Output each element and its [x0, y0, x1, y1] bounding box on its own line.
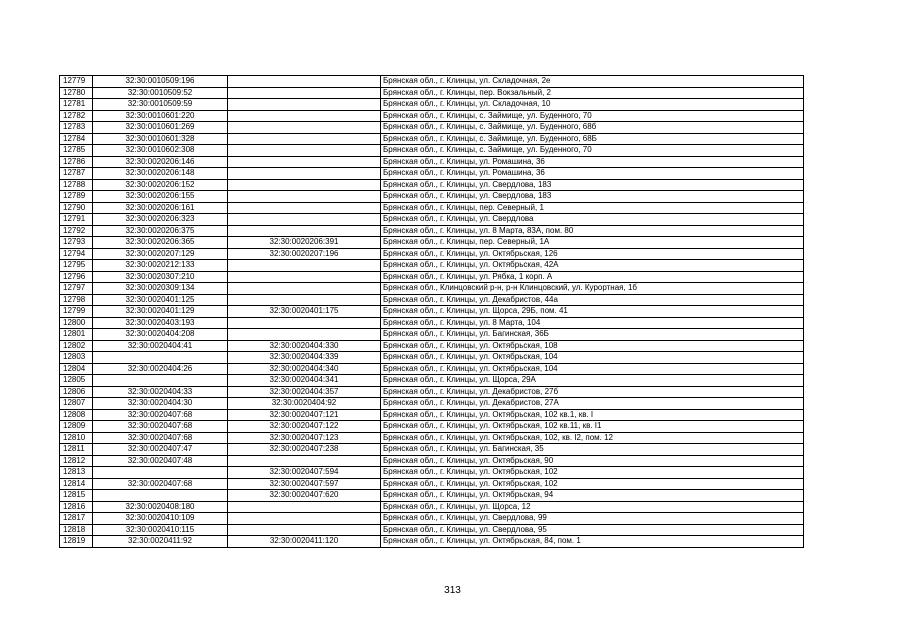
table-row [60, 76, 804, 88]
related-number-cell [228, 501, 381, 513]
address-cell: Брянская обл., г. Клинцы, ул. Октябрьская, 126 [381, 248, 804, 260]
table-row [60, 513, 804, 525]
address-cell: Брянская обл., г. Клинцы, ул. Свердлова, 183 [381, 179, 804, 191]
row-number-cell: 12780 [60, 87, 93, 99]
table-row [60, 409, 804, 421]
cadastral-number-cell: 32:30:0020207:129 [93, 248, 228, 260]
row-number-cell: 12788 [60, 179, 93, 191]
row-number-cell: 12794 [60, 248, 93, 260]
table-row [60, 99, 804, 111]
related-number-cell [228, 513, 381, 525]
table-row [60, 133, 804, 145]
row-number-cell: 12795 [60, 260, 93, 272]
row-number-cell: 12783 [60, 122, 93, 134]
related-number-cell [228, 168, 381, 180]
related-number-cell [228, 317, 381, 329]
table-row [60, 536, 804, 548]
cadastral-number-cell: 32:30:0010601:220 [93, 110, 228, 122]
cadastral-number-cell: 32:30:0020410:109 [93, 513, 228, 525]
related-number-cell: 32:30:0020407:620 [228, 490, 381, 502]
table-row [60, 340, 804, 352]
table-row [60, 352, 804, 364]
related-number-cell: 32:30:0020404:92 [228, 398, 381, 410]
address-cell: Брянская обл., г. Клинцы, ул. 8 Марта, 104 [381, 317, 804, 329]
row-number-cell: 12815 [60, 490, 93, 502]
cadastral-number-cell [93, 375, 228, 387]
cadastral-number-cell: 32:30:0010601:328 [93, 133, 228, 145]
related-number-cell [228, 191, 381, 203]
table-row [60, 237, 804, 249]
table-row [60, 179, 804, 191]
related-number-cell [228, 283, 381, 295]
address-cell: Брянская обл., г. Клинцы, ул. Багинская, 36Б [381, 329, 804, 341]
cadastral-number-cell: 32:30:0020407:68 [93, 421, 228, 433]
cadastral-number-cell: 32:30:0020212:133 [93, 260, 228, 272]
row-number-cell: 12813 [60, 467, 93, 479]
row-number-cell: 12796 [60, 271, 93, 283]
related-number-cell: 32:30:0020407:123 [228, 432, 381, 444]
address-cell: Брянская обл., г. Клинцы, ул. Октябрьская, 42А [381, 260, 804, 272]
related-number-cell [228, 225, 381, 237]
row-number-cell: 12785 [60, 145, 93, 157]
table-row [60, 156, 804, 168]
table-row [60, 294, 804, 306]
table-row [60, 110, 804, 122]
related-number-cell [228, 110, 381, 122]
address-cell: Брянская обл., г. Клинцы, пер. Северный, 1А [381, 237, 804, 249]
cadastral-number-cell: 32:30:0020206:365 [93, 237, 228, 249]
address-cell: Брянская обл., Клинцовский р-н, р-н Клинцовский, ул. Курортная, 1б [381, 283, 804, 295]
row-number-cell: 12809 [60, 421, 93, 433]
row-number-cell: 12804 [60, 363, 93, 375]
table-row [60, 271, 804, 283]
cadastral-table [59, 75, 804, 548]
row-number-cell: 12799 [60, 306, 93, 318]
address-cell: Брянская обл., г. Клинцы, ул. Октябрьская, 104 [381, 352, 804, 364]
related-number-cell [228, 202, 381, 214]
row-number-cell: 12811 [60, 444, 93, 456]
cadastral-number-cell: 32:30:0020410:115 [93, 524, 228, 536]
address-cell: Брянская обл., г. Клинцы, ул. Декабристов, 44а [381, 294, 804, 306]
cadastral-number-cell: 32:30:0020206:146 [93, 156, 228, 168]
table-row [60, 363, 804, 375]
related-number-cell: 32:30:0020206:391 [228, 237, 381, 249]
row-number-cell: 12786 [60, 156, 93, 168]
address-cell: Брянская обл., г. Клинцы, ул. Октябрьская, 102, кв. I2, пом. 12 [381, 432, 804, 444]
table-row [60, 214, 804, 226]
cadastral-number-cell: 32:30:0010601:269 [93, 122, 228, 134]
row-number-cell: 12787 [60, 168, 93, 180]
row-number-cell: 12808 [60, 409, 93, 421]
row-number-cell: 12819 [60, 536, 93, 548]
cadastral-number-cell: 32:30:0020403:193 [93, 317, 228, 329]
related-number-cell: 32:30:0020407:122 [228, 421, 381, 433]
address-cell: Брянская обл., г. Клинцы, ул. Свердлова, 99 [381, 513, 804, 525]
address-cell: Брянская обл., г. Клинцы, ул. Октябрьская, 102 [381, 467, 804, 479]
row-number-cell: 12812 [60, 455, 93, 467]
row-number-cell: 12797 [60, 283, 93, 295]
related-number-cell: 32:30:0020404:340 [228, 363, 381, 375]
address-cell: Брянская обл., г. Клинцы, ул. Октябрьская, 84, пом. 1 [381, 536, 804, 548]
related-number-cell [228, 271, 381, 283]
related-number-cell: 32:30:0020404:341 [228, 375, 381, 387]
cadastral-number-cell: 32:30:0020404:41 [93, 340, 228, 352]
related-number-cell: 32:30:0020407:238 [228, 444, 381, 456]
cadastral-number-cell [93, 467, 228, 479]
related-number-cell: 32:30:0020407:121 [228, 409, 381, 421]
cadastral-number-cell: 32:30:0020407:47 [93, 444, 228, 456]
table-row [60, 432, 804, 444]
address-cell: Брянская обл., г. Клинцы, ул. Свердлова, 183 [381, 191, 804, 203]
row-number-cell: 12791 [60, 214, 93, 226]
table-row [60, 398, 804, 410]
table-row [60, 329, 804, 341]
cadastral-number-cell: 32:30:0020404:208 [93, 329, 228, 341]
row-number-cell: 12814 [60, 478, 93, 490]
cadastral-number-cell: 32:30:0020411:92 [93, 536, 228, 548]
related-number-cell: 32:30:0020207:196 [228, 248, 381, 260]
row-number-cell: 12802 [60, 340, 93, 352]
cadastral-number-cell: 32:30:0020206:375 [93, 225, 228, 237]
table-row [60, 248, 804, 260]
address-cell: Брянская обл., г. Клинцы, ул. Ромашина, 36 [381, 156, 804, 168]
related-number-cell [228, 76, 381, 88]
address-cell: Брянская обл., г. Клинцы, ул. Складочная, 10 [381, 99, 804, 111]
related-number-cell [228, 122, 381, 134]
table-row [60, 145, 804, 157]
address-cell: Брянская обл., г. Клинцы, ул. Щорса, 29Б, пом. 41 [381, 306, 804, 318]
address-cell: Брянская обл., г. Клинцы, ул. Октябрьская, 94 [381, 490, 804, 502]
cadastral-number-cell: 32:30:0020401:125 [93, 294, 228, 306]
related-number-cell [228, 524, 381, 536]
table-row [60, 386, 804, 398]
address-cell: Брянская обл., г. Клинцы, ул. Рябка, 1 корп. А [381, 271, 804, 283]
cadastral-number-cell: 32:30:0020206:152 [93, 179, 228, 191]
cadastral-number-cell: 32:30:0020206:323 [93, 214, 228, 226]
address-cell: Брянская обл., г. Клинцы, ул. Октябрьская, 108 [381, 340, 804, 352]
address-cell: Брянская обл., г. Клинцы, с. Займище, ул. Буденного, 70 [381, 145, 804, 157]
related-number-cell: 32:30:0020407:594 [228, 467, 381, 479]
related-number-cell [228, 145, 381, 157]
address-cell: Брянская обл., г. Клинцы, ул. Октябрьская, 102 кв.11, кв. I1 [381, 421, 804, 433]
row-number-cell: 12816 [60, 501, 93, 513]
table-row [60, 225, 804, 237]
cadastral-number-cell: 32:30:0010602:308 [93, 145, 228, 157]
address-cell: Брянская обл., г. Клинцы, ул. Складочная, 2е [381, 76, 804, 88]
address-cell: Брянская обл., г. Клинцы, ул. Декабристов, 27А [381, 398, 804, 410]
table-row [60, 283, 804, 295]
table-row [60, 444, 804, 456]
table-row [60, 191, 804, 203]
row-number-cell: 12789 [60, 191, 93, 203]
table-row [60, 490, 804, 502]
cadastral-number-cell: 32:30:0020206:155 [93, 191, 228, 203]
table-row [60, 478, 804, 490]
related-number-cell [228, 329, 381, 341]
table-row [60, 501, 804, 513]
table-row [60, 421, 804, 433]
related-number-cell [228, 294, 381, 306]
address-cell: Брянская обл., г. Клинцы, ул. Ромашина, 36 [381, 168, 804, 180]
related-number-cell [228, 179, 381, 191]
cadastral-number-cell: 32:30:0020307:210 [93, 271, 228, 283]
related-number-cell [228, 87, 381, 99]
address-cell: Брянская обл., г. Клинцы, ул. 8 Марта, 83А, пом. 80 [381, 225, 804, 237]
row-number-cell: 12800 [60, 317, 93, 329]
cadastral-number-cell: 32:30:0020404:33 [93, 386, 228, 398]
cadastral-number-cell: 32:30:0020407:68 [93, 478, 228, 490]
table-row [60, 375, 804, 387]
cadastral-number-cell: 32:30:0020401:129 [93, 306, 228, 318]
address-cell: Брянская обл., г. Клинцы, ул. Щорса, 12 [381, 501, 804, 513]
cadastral-number-cell: 32:30:0020404:30 [93, 398, 228, 410]
related-number-cell: 32:30:0020404:357 [228, 386, 381, 398]
table-row [60, 260, 804, 272]
related-number-cell: 32:30:0020411:120 [228, 536, 381, 548]
cadastral-number-cell [93, 352, 228, 364]
row-number-cell: 12790 [60, 202, 93, 214]
row-number-cell: 12793 [60, 237, 93, 249]
address-cell: Брянская обл., г. Клинцы, ул. Октябрьская, 102 кв.1, кв. I [381, 409, 804, 421]
row-number-cell: 12782 [60, 110, 93, 122]
row-number-cell: 12805 [60, 375, 93, 387]
row-number-cell: 12818 [60, 524, 93, 536]
table-row [60, 306, 804, 318]
address-cell: Брянская обл., г. Клинцы, ул. Октябрьская, 102 [381, 478, 804, 490]
cadastral-number-cell [93, 490, 228, 502]
cadastral-number-cell: 32:30:0010509:196 [93, 76, 228, 88]
page-number: 313 [444, 585, 461, 596]
table-row [60, 202, 804, 214]
row-number-cell: 12803 [60, 352, 93, 364]
table-row [60, 87, 804, 99]
row-number-cell: 12792 [60, 225, 93, 237]
row-number-cell: 12810 [60, 432, 93, 444]
cadastral-number-cell: 32:30:0020206:161 [93, 202, 228, 214]
address-cell: Брянская обл., г. Клинцы, с. Займище, ул. Буденного, 68б [381, 122, 804, 134]
cadastral-number-cell: 32:30:0020206:148 [93, 168, 228, 180]
row-number-cell: 12781 [60, 99, 93, 111]
row-number-cell: 12801 [60, 329, 93, 341]
table-row [60, 168, 804, 180]
cadastral-number-cell: 32:30:0010509:52 [93, 87, 228, 99]
table-body [60, 76, 804, 548]
row-number-cell: 12817 [60, 513, 93, 525]
address-cell: Брянская обл., г. Клинцы, ул. Свердлова, 95 [381, 524, 804, 536]
table-row [60, 467, 804, 479]
address-cell: Брянская обл., г. Клинцы, с. Займище, ул. Буденного, 70 [381, 110, 804, 122]
table-row [60, 122, 804, 134]
address-cell: Брянская обл., г. Клинцы, пер. Вокзальный, 2 [381, 87, 804, 99]
related-number-cell [228, 156, 381, 168]
table-row [60, 317, 804, 329]
address-cell: Брянская обл., г. Клинцы, пер. Северный, 1 [381, 202, 804, 214]
address-cell: Брянская обл., г. Клинцы, ул. Щорса, 29А [381, 375, 804, 387]
cadastral-number-cell: 32:30:0020309:134 [93, 283, 228, 295]
cadastral-number-cell: 32:30:0020407:48 [93, 455, 228, 467]
cadastral-number-cell: 32:30:0010509:59 [93, 99, 228, 111]
cadastral-number-cell: 32:30:0020407:68 [93, 432, 228, 444]
related-number-cell [228, 260, 381, 272]
address-cell: Брянская обл., г. Клинцы, ул. Багинская, 35 [381, 444, 804, 456]
address-cell: Брянская обл., г. Клинцы, ул. Октябрьская, 90 [381, 455, 804, 467]
related-number-cell: 32:30:0020407:597 [228, 478, 381, 490]
related-number-cell: 32:30:0020404:339 [228, 352, 381, 364]
table-row [60, 455, 804, 467]
address-cell: Брянская обл., г. Клинцы, с. Займище, ул. Буденного, 68Б [381, 133, 804, 145]
table-row [60, 524, 804, 536]
cadastral-number-cell: 32:30:0020407:68 [93, 409, 228, 421]
row-number-cell: 12807 [60, 398, 93, 410]
address-cell: Брянская обл., г. Клинцы, ул. Декабристов, 27б [381, 386, 804, 398]
related-number-cell: 32:30:0020401:175 [228, 306, 381, 318]
related-number-cell [228, 99, 381, 111]
related-number-cell [228, 455, 381, 467]
related-number-cell [228, 133, 381, 145]
row-number-cell: 12806 [60, 386, 93, 398]
cadastral-number-cell: 32:30:0020404:26 [93, 363, 228, 375]
related-number-cell: 32:30:0020404:330 [228, 340, 381, 352]
row-number-cell: 12798 [60, 294, 93, 306]
row-number-cell: 12779 [60, 76, 93, 88]
related-number-cell [228, 214, 381, 226]
address-cell: Брянская обл., г. Клинцы, ул. Октябрьская, 104 [381, 363, 804, 375]
row-number-cell: 12784 [60, 133, 93, 145]
cadastral-number-cell: 32:30:0020408:180 [93, 501, 228, 513]
address-cell: Брянская обл., г. Клинцы, ул. Свердлова [381, 214, 804, 226]
